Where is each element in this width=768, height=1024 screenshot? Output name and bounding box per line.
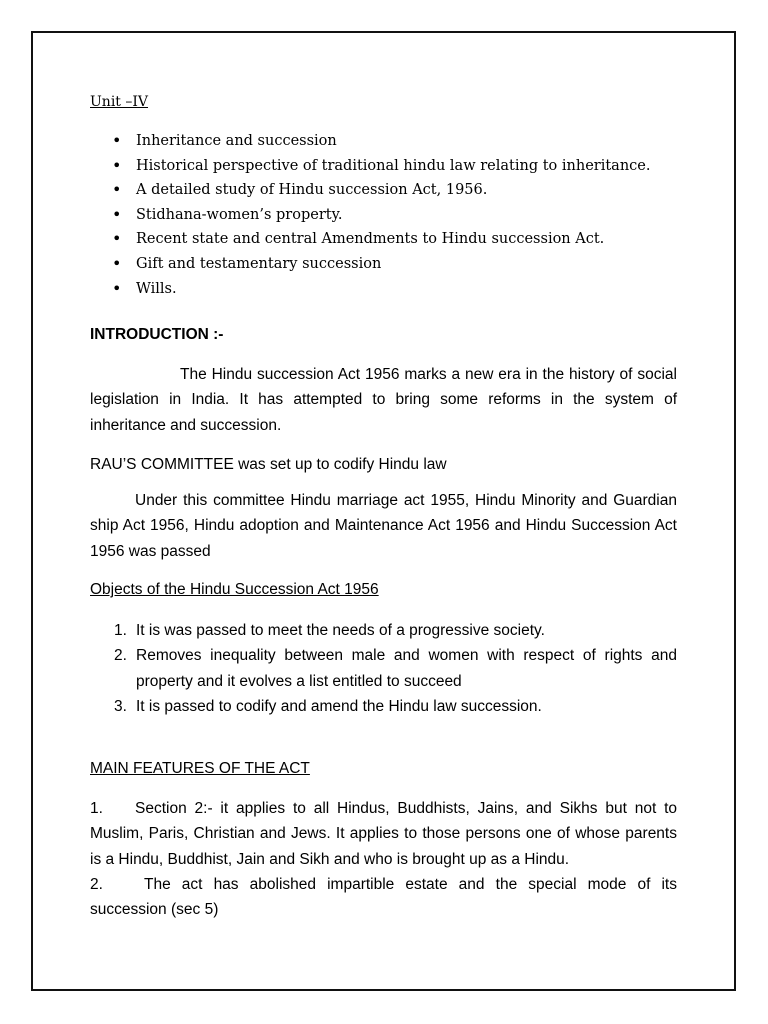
list-item: • Wills. (90, 277, 650, 302)
introduction-paragraph: The Hindu succession Act 1956 marks a new era in the history of social legislation in India. It has attempted to bring some reforms in the system of inheritance and succession. (90, 366, 677, 434)
list-item: • Inheritance and succession (90, 129, 650, 154)
list-item: • Recent state and central Amendments to Hindu succession Act. (90, 227, 650, 252)
feature-text: Section 2:- it applies to all Hindus, Buddhists, Jains, and Sikhs but not to Muslim, Paris, Christian and Jews. It applies to those persons one of whose parents is a Hindu, Buddhist, Jain and Sikh and who is brought up as a Hindu. (90, 800, 677, 868)
unit-title: Unit –IV (90, 94, 149, 110)
list-item (90, 618, 677, 643)
list-text: It is was passed to meet the needs of a progressive society. (136, 622, 545, 639)
feature-paragraph (90, 796, 677, 872)
introduction-heading: INTRODUCTION :- (90, 326, 224, 343)
list-item (90, 643, 677, 694)
objects-list (90, 618, 677, 719)
list-item: • A detailed study of Hindu succession Act, 1956. (90, 178, 650, 203)
topics-list (90, 129, 650, 301)
feature-number: 2. (90, 876, 103, 893)
main-features-heading: MAIN FEATURES OF THE ACT (90, 760, 310, 777)
list-number: 1. (114, 622, 127, 639)
committee-acts-paragraph: Under this committee Hindu marriage act 1955, Hindu Minority and Guardian ship Act 1956, Hindu adoption and Maintenance Act 1956 and Hindu Succession Act 1956 was passed (90, 492, 677, 560)
feature-paragraph (90, 872, 677, 923)
list-number: 3. (114, 697, 127, 715)
feature-number: 1. (90, 800, 103, 817)
list-item: • Stidhana-women’s property. (90, 203, 650, 228)
objects-heading: Objects of the Hindu Succession Act 1956 (90, 581, 379, 598)
list-item: • Historical perspective of traditional hindu law relating to inheritance. (90, 154, 650, 179)
list-text: It is passed to codify and amend the Hindu law succession. (136, 697, 542, 715)
list-text: Removes inequality between male and women with respect of rights and property and it evolves a list entitled to succeed (136, 647, 677, 690)
list-item (90, 694, 677, 719)
list-number: 2. (114, 647, 127, 665)
feature-text: The act has abolished impartible estate and the special mode of its succession (sec 5) (90, 876, 677, 919)
list-item: • Gift and testamentary succession (90, 252, 650, 277)
rau-committee-paragraph: RAU’S COMMITTEE was set up to codify Hindu law (90, 456, 447, 473)
